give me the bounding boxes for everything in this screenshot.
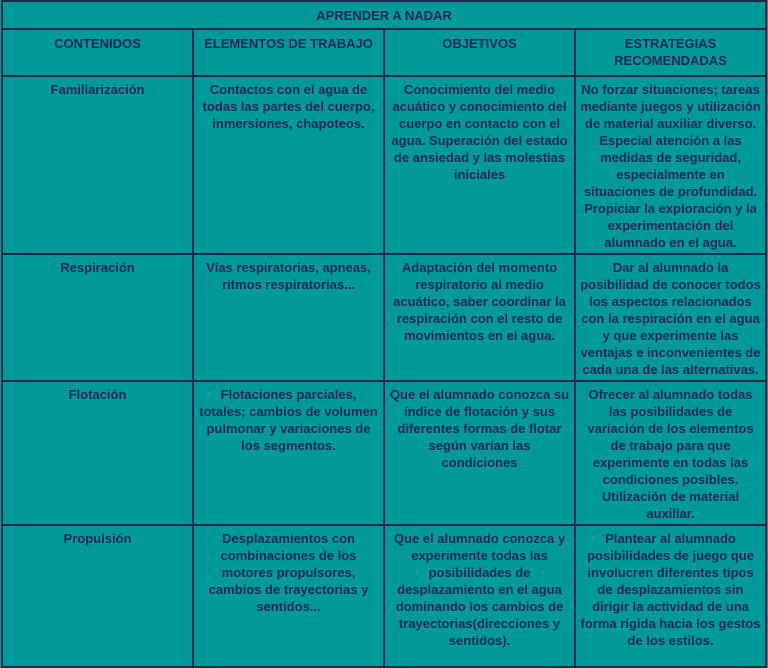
cell-contenido: Flotación xyxy=(2,381,193,525)
header-contenidos: CONTENIDOS xyxy=(2,29,193,76)
header-elementos-de-trabajo: ELEMENTOS DE TRABAJO xyxy=(193,29,384,76)
table-title: APRENDER A NADAR xyxy=(2,1,766,29)
cell-estrategias: Dar al alumnado la posibilidad de conocer todos los aspectos relacionados con la respiración en el agua y que experimente las ventajas e inconvenientes de cada una de las alternativas. xyxy=(575,254,766,381)
table-header-row xyxy=(2,29,766,76)
cell-elementos: Contactos con el agua de todas las partes del cuerpo, inmersiones, chapoteos. xyxy=(193,76,384,254)
cell-contenido: Familiarización xyxy=(2,76,193,254)
cell-estrategias: Plantear al alumnado posibilidades de juego que involucren diferentes tipos de desplazamientos sin dirigir la actividad de una forma rígida hacia los gestos de los estilos. xyxy=(575,525,766,667)
cell-elementos: Vías respiratorias, apneas, ritmos respiratorias... xyxy=(193,254,384,381)
cell-objetivos: Que el alumnado conozca su índice de flotación y sus diferentes formas de flotar según varían las condiciones xyxy=(384,381,575,525)
cell-objetivos: Que el alumnado conozca y experimente todas las posibilidades de desplazamiento en el agua dominando los cambios de trayectorias(direcciones y sentidos). xyxy=(384,525,575,667)
swimming-learning-table xyxy=(1,0,767,668)
header-objetivos: OBJETIVOS xyxy=(384,29,575,76)
cell-contenido: Propulsión xyxy=(2,525,193,667)
table-row xyxy=(2,381,766,525)
cell-estrategias: Ofrecer al alumnado todas las posibilidades de variación de los elementos de trabajo para que experimente en todas las condiciones posibles. Utilización de material auxiliar. xyxy=(575,381,766,525)
header-estrategias-recomendadas: ESTRATEGIAS RECOMENDADAS xyxy=(575,29,766,76)
cell-elementos: Flotaciones parciales, totales; cambios de volumen pulmonar y variaciones de los segmentos. xyxy=(193,381,384,525)
cell-objetivos: Conocimiento del medio acuático y conocimiento del cuerpo en contacto con el agua. Superación del estado de ansiedad y las molestias iniciales xyxy=(384,76,575,254)
table-row xyxy=(2,76,766,254)
cell-elementos: Desplazamientos con combinaciones de los motores propulsores, cambios de trayectorias y sentidos... xyxy=(193,525,384,667)
table-title-row xyxy=(2,1,766,29)
table-row xyxy=(2,254,766,381)
cell-estrategias: No forzar situaciones; tareas mediante juegos y utilización de material auxiliar diverso. Especial atención a las medidas de seguridad, especialmente en situaciones de profundidad. Propiciar la exploración y la experimentación del alumnado en el agua. xyxy=(575,76,766,254)
table-row xyxy=(2,525,766,667)
cell-objetivos: Adaptación del momento respiratorio al medio acuático, saber coordinar la respiración con el resto de movimientos en el agua. xyxy=(384,254,575,381)
cell-contenido: Respiración xyxy=(2,254,193,381)
